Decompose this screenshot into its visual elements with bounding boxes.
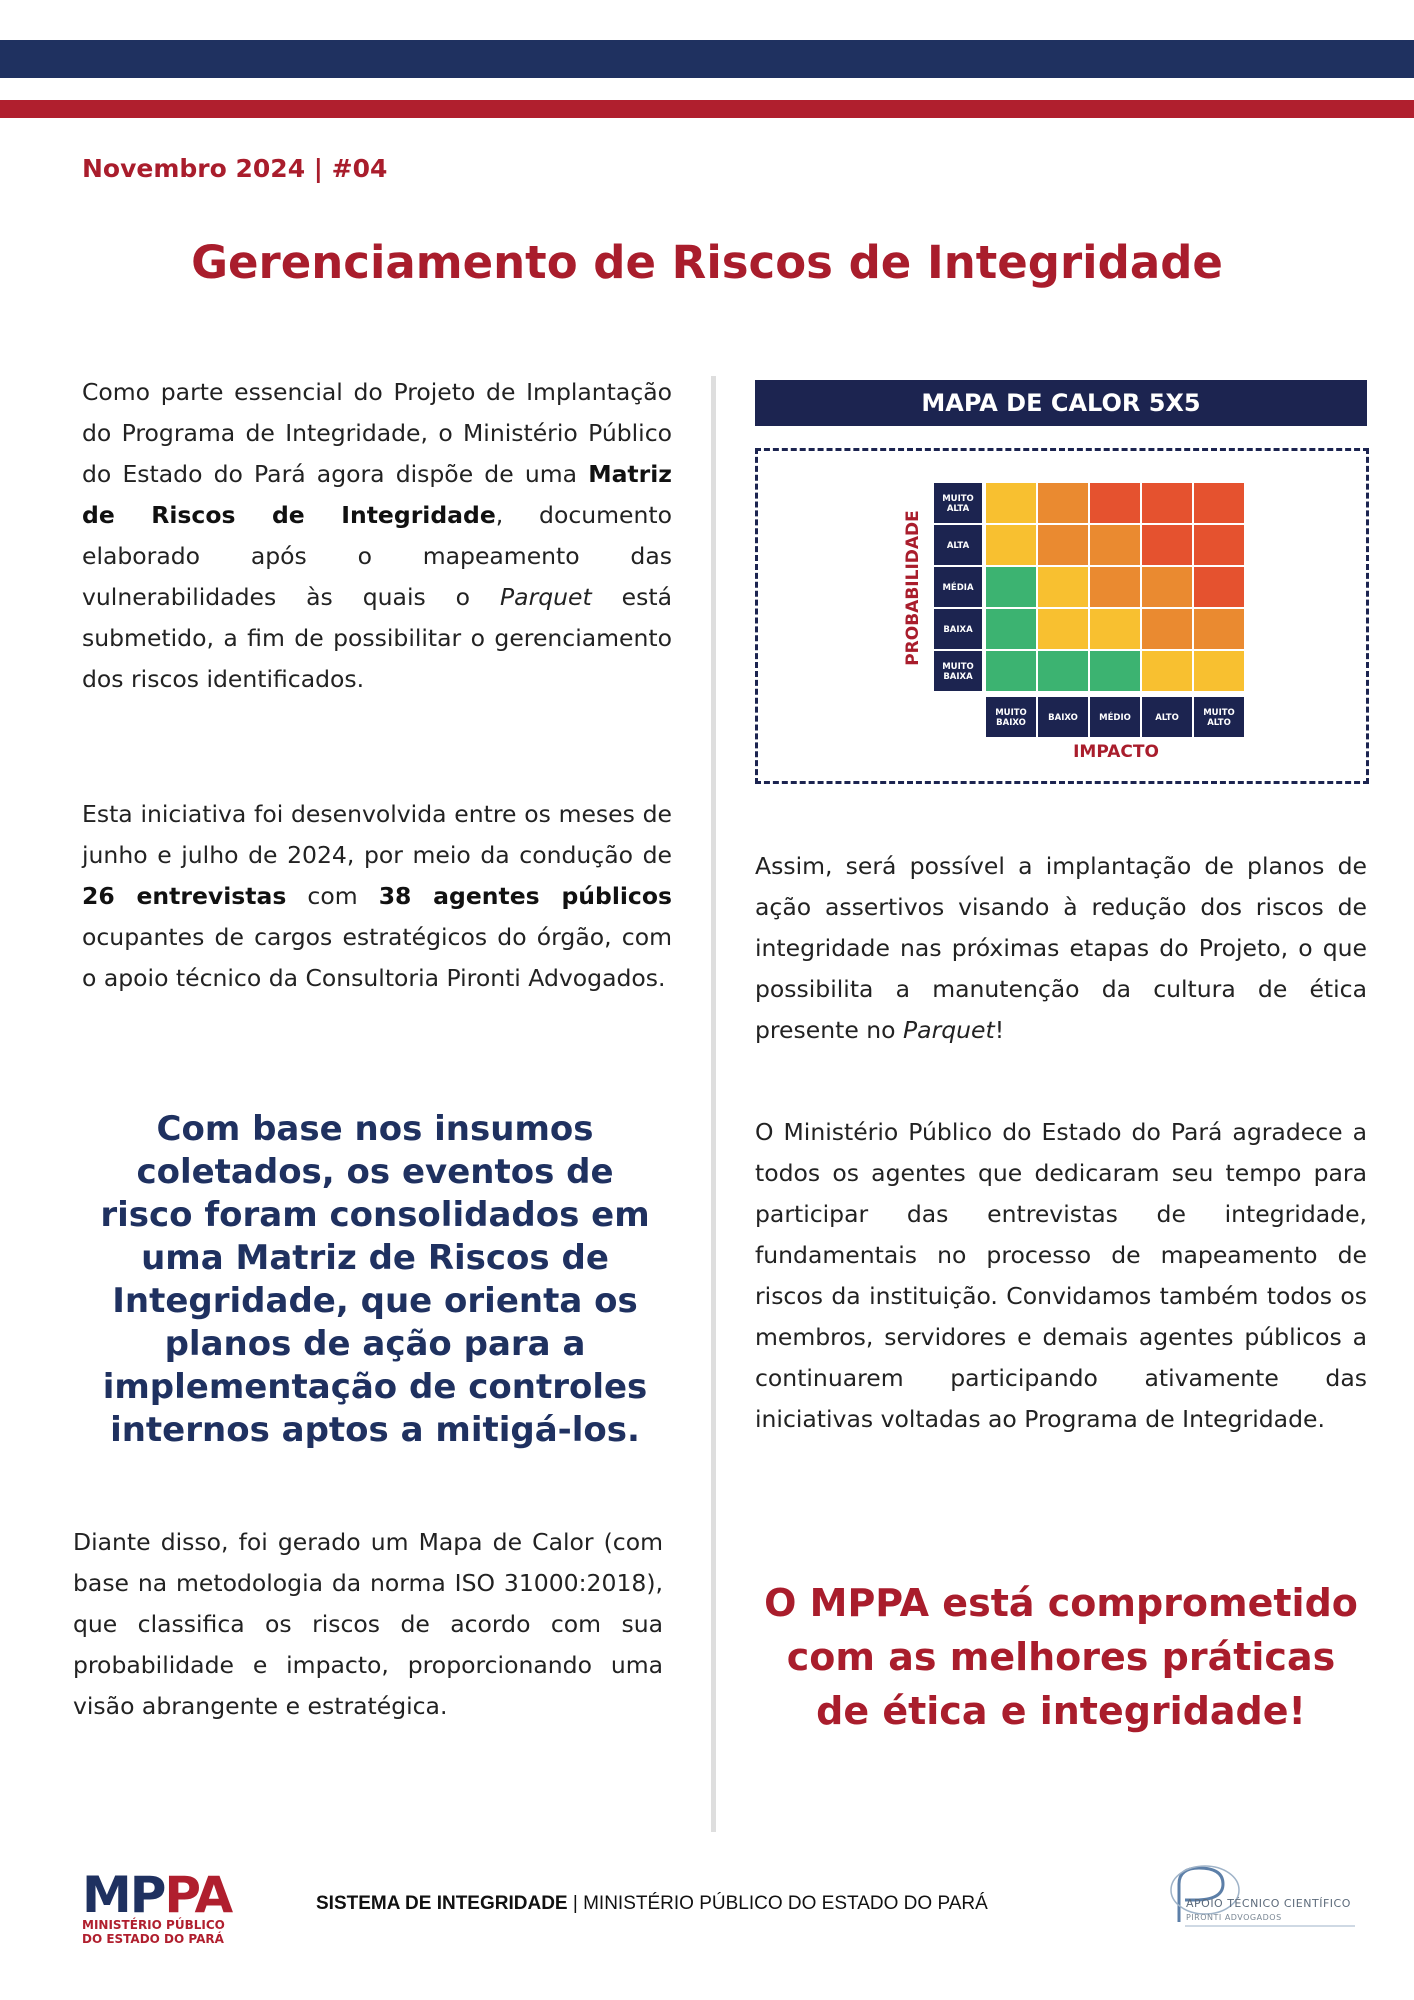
heatmap-cell xyxy=(1142,483,1192,523)
heatmap-cell xyxy=(1038,609,1088,649)
left-paragraph-2: Esta iniciativa foi desenvolvida entre os meses de junho e julho de 2024, por meio da condução de 26 entrevistas com 38 agentes públicos ocupantes de cargos estratégicos do órgão, com o apoio técnico da Consultoria Pironti Advogados. xyxy=(82,800,672,992)
left-paragraph-1: Como parte essencial do Projeto de Implantação do Programa de Integridade, o Ministério Público do Estado do Pará agora dispõe de uma Matriz de Riscos de Integridade, documento elaborado após o mapeamento das vulnerabilidades às quais o Parquet está submetido, a fim de possibilitar o gerenciamento dos riscos identificados. xyxy=(82,378,672,693)
heatmap-cell xyxy=(986,651,1036,691)
right-highlight-quote: O MPPA está comprometido com as melhores práticas de ética e integridade! xyxy=(764,1581,1358,1733)
impact-tick-label: BAIXO xyxy=(1048,712,1078,723)
column-divider xyxy=(711,376,716,1832)
left-highlight-quote: Com base nos insumos coletados, os eventos de risco foram consolidados em uma Matriz de Riscos de Integridade, que orienta os planos de ação para a implementação de controles internos aptos a mitigá-los. xyxy=(100,1109,650,1450)
heatmap-cell xyxy=(1090,483,1140,523)
mppa-logo xyxy=(82,1866,232,1946)
heatmap-cell xyxy=(1038,567,1088,607)
probability-tick-label: BAIXA xyxy=(943,624,973,635)
impact-tick-label: MUITO BAIXO xyxy=(995,707,1027,729)
heatmap-frame xyxy=(755,448,1369,784)
heatmap-cell xyxy=(986,567,1036,607)
heatmap-cell xyxy=(1142,651,1192,691)
heatmap-cell xyxy=(1038,651,1088,691)
probability-tick-label: MUITO ALTA xyxy=(942,493,974,515)
mppa-logo-line-1: MINISTÉRIO PÚBLICO xyxy=(82,1918,225,1932)
issue-label: Novembro 2024 | #04 xyxy=(82,154,388,183)
heatmap-title: MAPA DE CALOR 5X5 xyxy=(755,380,1367,426)
heatmap-cell xyxy=(1142,525,1192,565)
probability-axis-title: PROBABILIDADE xyxy=(903,510,923,666)
heatmap-cell xyxy=(1194,567,1244,607)
mppa-logo-mark: MPPA xyxy=(82,1866,232,1924)
heatmap-cell xyxy=(1090,651,1140,691)
top-red-band xyxy=(0,100,1414,118)
heatmap-cell xyxy=(986,525,1036,565)
impact-axis-title: IMPACTO xyxy=(1073,742,1159,762)
pironti-line-1: APOIO TÉCNICO CIENTÍFICO xyxy=(1186,1897,1351,1910)
mppa-logo-line-2: DO ESTADO DO PARÁ xyxy=(82,1932,224,1946)
impact-tick-label: MUITO ALTO xyxy=(1203,707,1235,729)
heatmap-cell xyxy=(1090,567,1140,607)
footer-text: SISTEMA DE INTEGRIDADE | MINISTÉRIO PÚBLICO DO ESTADO DO PARÁ xyxy=(316,1893,988,1914)
pironti-line-2: PIRONTI ADVOGADOS xyxy=(1186,1913,1282,1922)
heatmap-cell xyxy=(1194,525,1244,565)
top-navy-band xyxy=(0,40,1414,78)
heatmap-cell xyxy=(1194,483,1244,523)
heatmap-cell xyxy=(1090,525,1140,565)
heatmap-cell xyxy=(986,483,1036,523)
probability-tick-label: ALTA xyxy=(946,540,970,551)
right-paragraph-2: O Ministério Público do Estado do Pará agradece a todos os agentes que dedicaram seu tempo para participar das entrevistas de integridade, fundamentais no processo de mapeamento de riscos da instituição. Convidamos também todos os membros, servidores e demais agentes públicos a continuarem participando ativamente das iniciativas voltadas ao Programa de Integridade. xyxy=(755,1118,1367,1433)
probability-tick-label: MÉDIA xyxy=(942,582,974,593)
heatmap-cell xyxy=(1038,525,1088,565)
heatmap-cell xyxy=(1142,609,1192,649)
impact-tick-label: MÉDIO xyxy=(1099,712,1131,723)
page-title: Gerenciamento de Riscos de Integridade xyxy=(191,236,1223,289)
heatmap-cell xyxy=(1038,483,1088,523)
heatmap-cell xyxy=(1194,609,1244,649)
impact-tick-label: ALTO xyxy=(1155,712,1179,723)
heatmap-cell xyxy=(1142,567,1192,607)
heatmap-cell xyxy=(1194,651,1244,691)
heatmap-cell xyxy=(1090,609,1140,649)
right-paragraph-1: Assim, será possível a implantação de planos de ação assertivos visando à redução dos riscos de integridade nas próximas etapas do Projeto, o que possibilita a manutenção da cultura de ética presente no Parquet! xyxy=(755,852,1367,1044)
probability-tick-label: MUITO BAIXA xyxy=(942,661,974,683)
left-paragraph-3: Diante disso, foi gerado um Mapa de Calor (com base na metodologia da norma ISO 31000:2018), que classifica os riscos de acordo com sua probabilidade e impacto, proporcionando uma visão abrangente e estratégica. xyxy=(73,1528,663,1720)
heatmap-cell xyxy=(986,609,1036,649)
heatmap-chart xyxy=(758,451,1366,781)
